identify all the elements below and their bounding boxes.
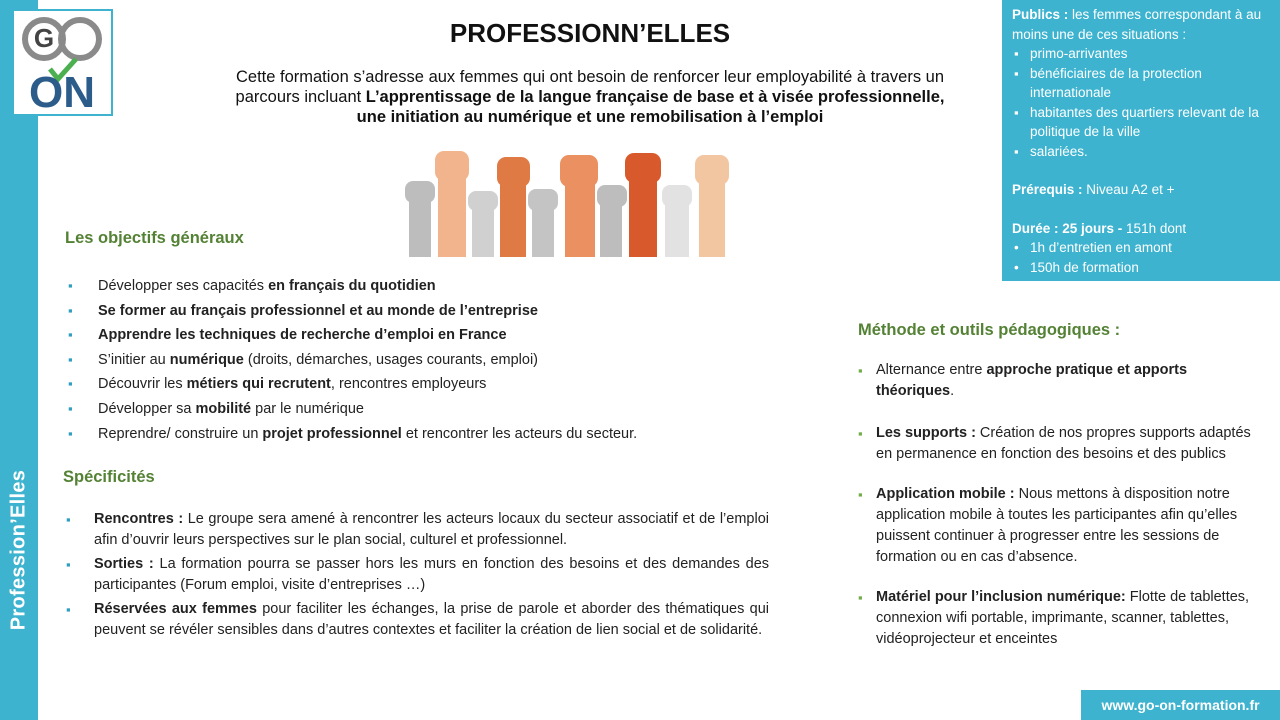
fist-2 xyxy=(435,151,469,257)
objectif-item: ▪ Découvrir les métiers qui recrutent, rencontres employeurs xyxy=(68,374,788,399)
publics-intro xyxy=(1012,5,1272,44)
publics-item: ▪ habitantes des quartiers relevant de la politique de la ville xyxy=(1012,103,1272,142)
fist-10 xyxy=(695,155,729,257)
prerequis xyxy=(1012,180,1272,200)
fist-7 xyxy=(597,185,627,257)
publics-label: Publics : xyxy=(1012,7,1069,22)
objectif-item: ▪ Reprendre/ construire un projet professionnel et rencontrer les acteurs du secteur. xyxy=(68,424,788,449)
footer-website-link[interactable]: www.go-on-formation.fr xyxy=(1081,690,1280,720)
objectifs-list xyxy=(68,276,788,448)
logo-text-g: G xyxy=(33,23,55,53)
intro-bold: L’apprentissage de la langue française de base et à visée professionnelle, une initiation au numérique et une remobilisation à l’emploi xyxy=(356,88,945,126)
duree-item: • 150h de formation xyxy=(1012,258,1272,278)
intro-plain: Cette formation s’adresse aux femmes qui ont besoin de renforcer leur employabilité à travers un parcours incluant xyxy=(235,68,945,106)
publics-list xyxy=(1012,44,1272,161)
fist-9 xyxy=(662,185,692,257)
duree xyxy=(1012,219,1272,239)
objectifs-heading: Les objectifs généraux xyxy=(65,229,244,247)
methode-item: ▪ Matériel pour l’inclusion numérique: Flotte de tablettes, connexion wifi portable, imprimante, scanner, tablettes, vidéoprojecteur et enceintes xyxy=(858,587,1258,650)
duree-item: • 1h d’entretien en amont xyxy=(1012,238,1272,258)
prerequis-value: Niveau A2 et + xyxy=(1086,182,1175,197)
raised-fists-illustration xyxy=(405,145,735,257)
specificite-item: ▪ Réservées aux femmes pour faciliter les échanges, la prise de parole et aborder des thématiques qui peuvent se révéler sensibles dans d’autres contextes et faciliter la création de lien social et de solidarité. xyxy=(66,599,769,641)
objectif-item: ▪ Apprendre les techniques de recherche d’emploi en France xyxy=(68,325,788,350)
specificite-item: ▪ Rencontres : Le groupe sera amené à rencontrer les acteurs locaux du secteur associatif et de l’emploi afin d’ouvrir leurs perspectives sur le plan social, culturel et professionnel. xyxy=(66,509,769,551)
publics-box xyxy=(1002,0,1280,281)
fist-5 xyxy=(528,189,558,257)
fist-6 xyxy=(560,155,598,257)
methode-item: ▪ Les supports : Création de nos propres supports adaptés en permanence en fonction des besoins et des publics xyxy=(858,423,1258,465)
sidebar-title: Profession’Elles xyxy=(7,469,30,631)
fist-4 xyxy=(497,157,530,257)
objectif-item: ▪ Se former au français professionnel et au monde de l’entreprise xyxy=(68,301,788,326)
publics-item: ▪ primo-arrivantes xyxy=(1012,44,1272,64)
specificites-heading: Spécificités xyxy=(63,468,155,486)
duree-list xyxy=(1012,238,1272,277)
fist-3 xyxy=(468,191,498,257)
prerequis-label: Prérequis : xyxy=(1012,182,1083,197)
objectif-item: ▪ Développer ses capacités en français du quotidien xyxy=(68,276,788,301)
logo-graphic xyxy=(14,11,111,114)
methode-item: ▪ Application mobile : Nous mettons à disposition notre application mobile à toutes les participantes afin qu’elles puissent continuer à progresser entre les sessions de formation ou en cas d’absence. xyxy=(858,484,1258,568)
objectif-item: ▪ Développer sa mobilité par le numérique xyxy=(68,399,788,424)
logo-ring-o xyxy=(61,20,99,58)
fist-8 xyxy=(625,153,661,257)
methode-item: ▪ Alternance entre approche pratique et apports théoriques. xyxy=(858,360,1258,402)
publics-item: ▪ salariées. xyxy=(1012,142,1272,162)
duree-value: 151h dont xyxy=(1126,220,1187,236)
duree-label: Durée : 25 jours - xyxy=(1012,220,1123,236)
specificites-list xyxy=(66,509,769,644)
specificite-item: ▪ Sorties : La formation pourra se passer hors les murs en fonction des besoins et des demandes des participantes (Forum emploi, visite d’entreprises …) xyxy=(66,554,769,596)
publics-item: ▪ bénéficiaires de la protection internationale xyxy=(1012,64,1272,103)
page-title: PROFESSIONN’ELLES xyxy=(449,18,731,48)
logo-text-on: ON xyxy=(29,68,95,114)
fist-1 xyxy=(405,181,435,257)
methode-list xyxy=(858,360,1258,650)
methode-heading: Méthode et outils pédagogiques : xyxy=(858,321,1121,339)
publics-text: les femmes correspondant à au moins une de ces situations : xyxy=(1012,7,1262,42)
intro-text xyxy=(225,67,955,127)
go-on-logo xyxy=(12,9,113,116)
objectif-item: ▪ S’initier au numérique (droits, démarches, usages courants, emploi) xyxy=(68,350,788,375)
